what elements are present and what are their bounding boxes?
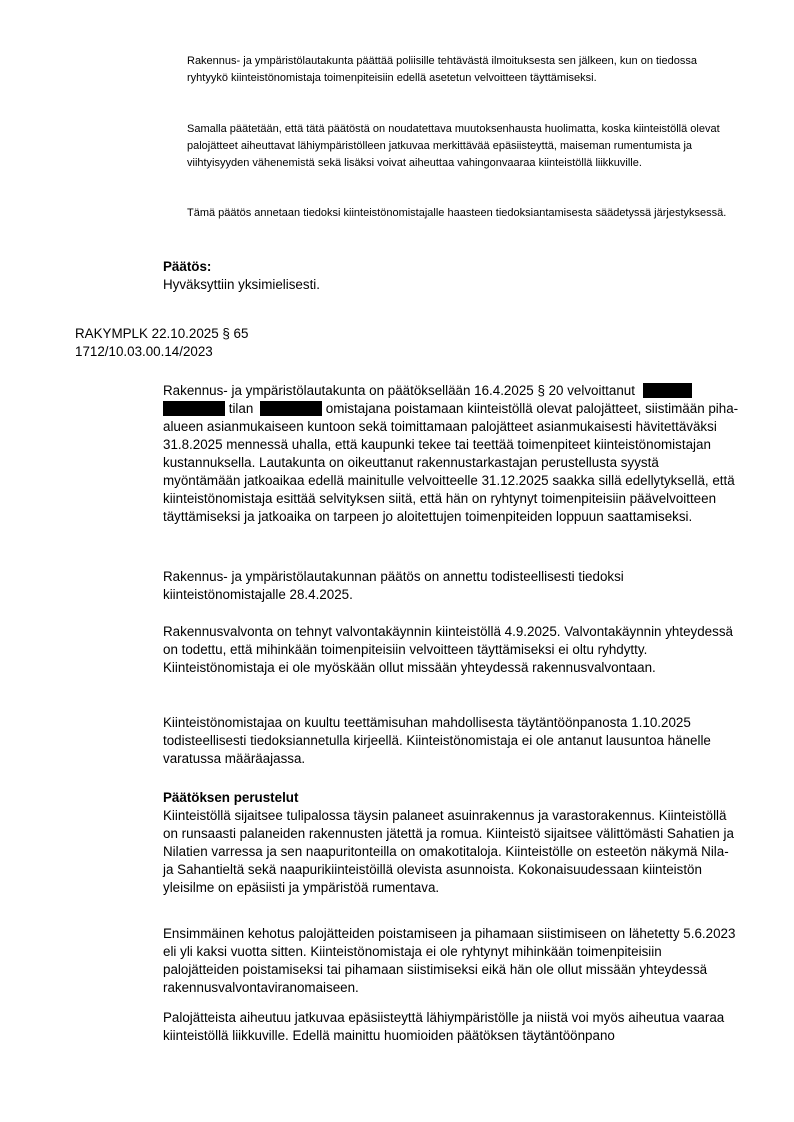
reasons-text-1: Kiinteistöllä sijaitsee tulipalossa täysin palaneet asuinrakennus ja varastorakennus. Kiinteistöllä on runsaasti palaneiden rakennusten jätettä ja romua. Kiinteistö sijaitsee välittömästi Sahatien ja Nilatien varressa ja sen naapuritonteilla on omakotitaloja. Kiinteistölle on esteetön näkymä Nila- ja Sahantieltä sekä naapurikiinteistöillä olevista asunnoista. Kokonaisuudessaan kiinteistön yleisilme on epäsiisti ja ympäristöä rumentava. xyxy=(163,808,734,895)
intro-paragraph-3 xyxy=(187,205,739,222)
body-text-2: Rakennus- ja ympäristölautakunnan päätös on annettu todisteellisesti tiedoksi kiinteistönomistajalle 28.4.2025. xyxy=(163,569,624,602)
redaction-block xyxy=(643,383,692,398)
redaction-block xyxy=(163,401,225,416)
body-text-1-start: Rakennus- ja ympäristölautakunta on päätöksellään 16.4.2025 § 20 velvoittanut xyxy=(163,383,635,398)
meeting-reference xyxy=(75,325,335,361)
body-text-1 xyxy=(163,382,739,526)
body-text-1-rest: omistajana poistamaan kiinteistöllä olevat palojätteet, siistimään piha-alueen asianmukaiseen kuntoon sekä toimittamaan palojätteet asianmukaisesti hävitettäväksi 31.8.2025 mennessä uhalla, että kaupunki tekee tai teettää toimenpiteet kiinteistönomistajan kustannuksella. Lautakunta on oikeuttanut rakennustarkastajan perustellusta syystä myöntämään jatkoaikaa edellä mainitulle velvoitteelle 31.12.2025 saakka sillä edellytyksellä, että kiinteistönomistaja esittää selvityksen siitä, että hän on ryhtynyt toimenpiteisiin päävelvoitteen täyttämiseksi ja jatkoaika on tarpeen jo aloitettujen toimenpiteiden loppuun saattamiseksi. xyxy=(163,401,739,524)
case-number: 1712/10.03.00.14/2023 xyxy=(75,344,213,359)
reasons-paragraph-2 xyxy=(163,925,739,997)
body-paragraph-1 xyxy=(163,382,739,526)
body-text-4: Kiinteistönomistajaa on kuultu teettämisuhan mahdollisesta täytäntöönpanosta 1.10.2025 todisteellisesti tiedoksiannetulla kirjeellä. Kiinteistönomistaja ei ole antanut lausuntoa hänelle varatussa määräajassa. xyxy=(163,715,711,766)
intro-text-3: Tämä päätös annetaan tiedoksi kiinteistönomistajalle haasteen tiedoksiantamisesta säädetyssä järjestyksessä. xyxy=(187,207,727,219)
reasons-section xyxy=(163,789,739,897)
body-paragraph-3 xyxy=(163,623,739,677)
decision-heading: Päätös: xyxy=(163,259,212,274)
reasons-heading: Päätöksen perustelut xyxy=(163,790,299,805)
body-paragraph-2 xyxy=(163,568,739,604)
reasons-text-3: Palojätteista aiheutuu jatkuvaa epäsiisteyttä lähiympäristölle ja niistä voi myös aiheutua vaaraa kiinteistöllä liikkuville. Edellä mainittu huomioiden päätöksen täytäntöönpano xyxy=(163,1010,725,1043)
reasons-text-2: Ensimmäinen kehotus palojätteiden poistamiseen ja pihamaan siistimiseen on lähetetty 5.6.2023 eli yli kaksi vuotta sitten. Kiinteistönomistaja ei ole ryhtynyt mihinkään toimenpiteisiin palojätteiden poistamiseksi tai pihamaan siistimiseksi eikä hän ole ollut missään yhteydessä rakennusvalvontaviranomaiseen. xyxy=(163,926,736,995)
meeting-reference-line1: RAKYMPLK 22.10.2025 § 65 xyxy=(75,326,249,341)
body-text-3: Rakennusvalvonta on tehnyt valvontakäynnin kiinteistöllä 4.9.2025. Valvontakäynnin yhteydessä on todettu, että mihinkään toimenpiteisiin velvoitteen täyttämiseksi ei oltu ryhdytty. Kiinteistönomistaja ei ole myöskään ollut missään yhteydessä rakennusvalvontaan. xyxy=(163,624,733,675)
reasons-paragraph-3 xyxy=(163,1009,739,1045)
intro-paragraph-2 xyxy=(187,121,739,172)
intro-text-1: Rakennus- ja ympäristölautakunta päättää poliisille tehtävästä ilmoituksesta sen jälkeen, kun on tiedossa ryhtyykö kiinteistönomistaja toimenpiteisiin edellä asetetun velvoitteen täyttämiseksi. xyxy=(187,55,697,84)
intro-text-2: Samalla päätetään, että tätä päätöstä on noudatettava muutoksenhausta huolimatta, koska kiinteistöllä olevat palojätteet aiheuttavat lähiympäristölleen jatkuvaa merkittävää epäsiisteyttä, maiseman rumentumista ja viihtyisyyden vähenemistä sekä lisäksi voivat aiheuttaa vahingonvaaraa kiinteistöllä liikkuville. xyxy=(187,123,720,169)
decision-section xyxy=(163,258,739,294)
redaction-block xyxy=(260,401,322,416)
body-text-1-tila: tilan xyxy=(228,401,254,416)
body-paragraph-4 xyxy=(163,714,739,768)
decision-text: Hyväksyttiin yksimielisesti. xyxy=(163,277,320,292)
intro-paragraph-1 xyxy=(187,53,739,87)
